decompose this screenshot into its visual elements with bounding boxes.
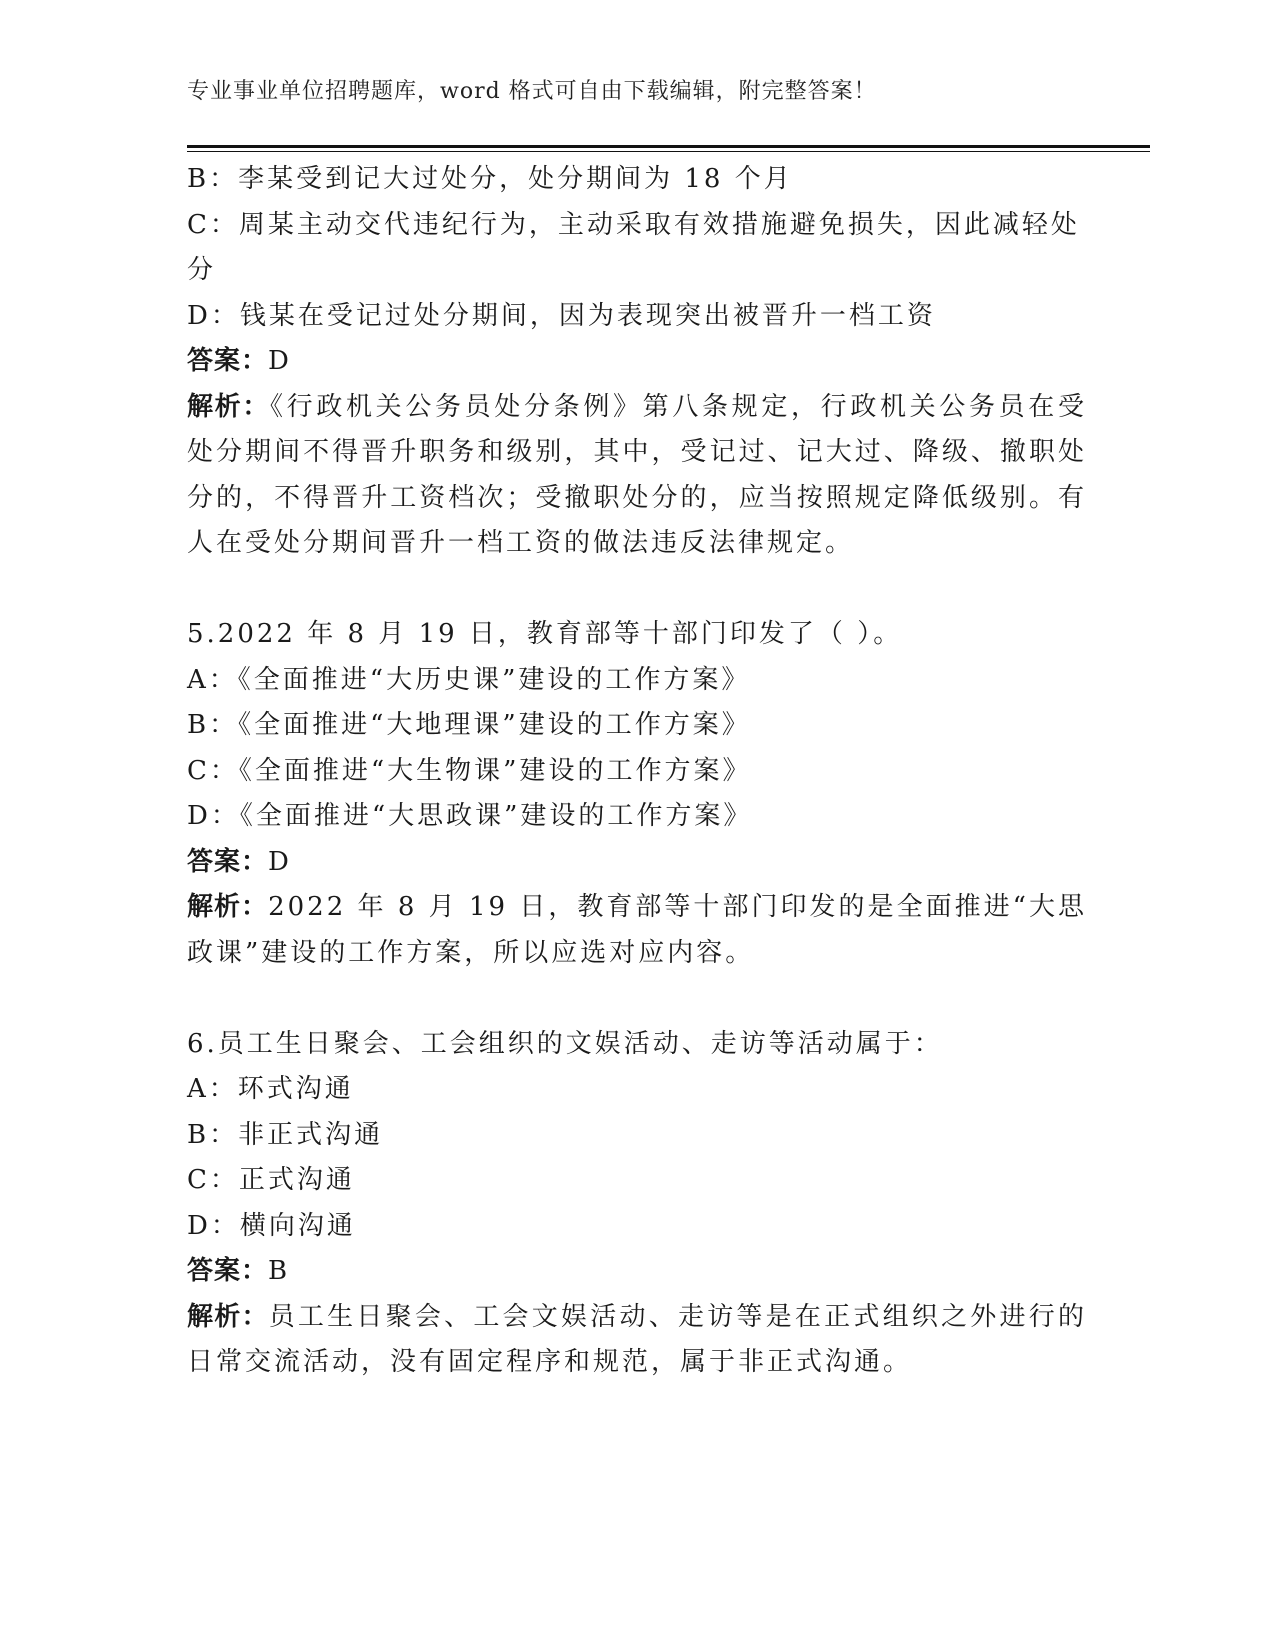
- q4-analysis: [187, 385, 1087, 567]
- q6-option-d: D：横向沟通: [187, 1210, 356, 1241]
- q6-analysis-label: 解析：: [187, 1301, 269, 1332]
- q5-option-b: B：《全面推进“大地理课”建设的工作方案》: [187, 710, 751, 740]
- header-rule-thick: [187, 145, 1150, 148]
- q6-answer-value: B: [268, 1256, 291, 1286]
- q4-option-c: C：周某主动交代违纪行为，主动采取有效措施避免损失，因此减轻处分: [187, 209, 1080, 285]
- q5-answer: [187, 840, 1087, 886]
- q5-analysis: [187, 885, 1087, 976]
- header-rule-thin: [187, 151, 1150, 152]
- q6-analysis: [187, 1295, 1087, 1386]
- q5-question: 5.2022 年 8 月 19 日，教育部等十部门印发了（ ）。: [187, 619, 903, 649]
- q5-answer-label: 答案：: [187, 846, 269, 877]
- question-6-block: [187, 1022, 1087, 1386]
- spacer: [187, 567, 1087, 613]
- q5-analysis-label: 解析：: [187, 892, 269, 922]
- q5-option-a: A：《全面推进“大历史课”建设的工作方案》: [187, 664, 751, 695]
- q4-analysis-label: 解析：: [187, 391, 270, 422]
- page-header: 专业事业单位招聘题库，word 格式可自由下载编辑，附完整答案！: [187, 79, 877, 104]
- question-5-block: [187, 612, 1087, 976]
- q6-option-b: B：非正式沟通: [187, 1119, 384, 1150]
- q4-option-b: B：李某受到记大过处分，处分期间为 18 个月: [187, 164, 793, 194]
- q6-option-a: A：环式沟通: [187, 1074, 354, 1104]
- q6-option-c: C：正式沟通: [187, 1165, 355, 1195]
- q4-answer: [187, 339, 1087, 385]
- spacer: [187, 976, 1087, 1022]
- q6-answer: [187, 1249, 1087, 1295]
- q4-analysis-text: 《行政机关公务员处分条例》第八条规定，行政机关公务员在受处分期间不得晋升职务和级别，其中，受记过、记大过、降级、撤职处分的，不得晋升工资档次；受撤职处分的，应当按照规定降低级别。有人在受处分期间晋升一档工资的做法违反法律规定。: [187, 391, 1087, 558]
- q6-analysis-text: 员工生日聚会、工会文娱活动、走访等是在正式组织之外进行的日常交流活动，没有固定程序和规范，属于非正式沟通。: [187, 1301, 1087, 1377]
- q4-option-d: D：钱某在受记过处分期间，因为表现突出被晋升一档工资: [187, 300, 936, 331]
- q5-option-c: C：《全面推进“大生物课”建设的工作方案》: [187, 755, 752, 786]
- q5-option-d: D：《全面推进“大思政课”建设的工作方案》: [187, 801, 753, 831]
- question-4-block: [187, 157, 1087, 567]
- q6-answer-label: 答案：: [187, 1256, 269, 1286]
- q6-question: 6.员工生日聚会、工会组织的文娱活动、走访等活动属于：: [187, 1028, 943, 1059]
- document-body: [187, 157, 1087, 1386]
- q5-analysis-text: 2022 年 8 月 19 日，教育部等十部门印发的是全面推进“大思政课”建设的工作方案，所以应选对应内容。: [187, 892, 1087, 968]
- q5-answer-value: D: [268, 846, 292, 877]
- q4-answer-label: 答案：: [187, 346, 269, 376]
- q4-answer-value: D: [268, 346, 292, 376]
